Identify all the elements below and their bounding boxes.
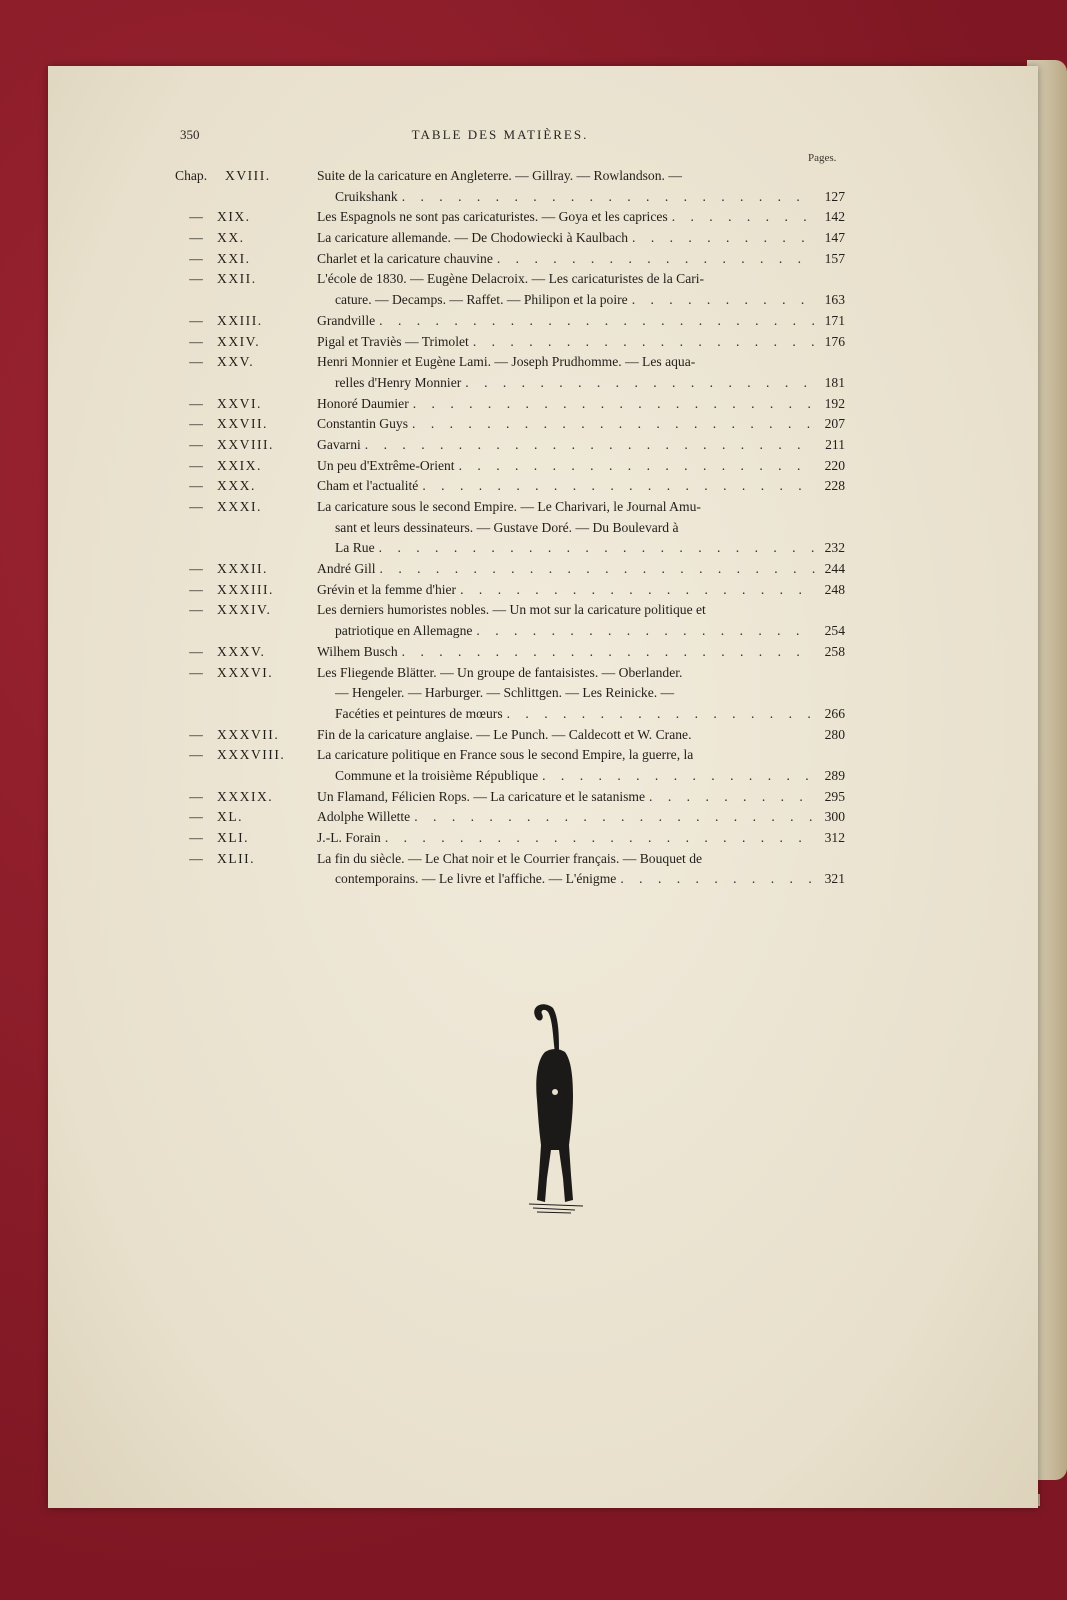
- table-of-contents: [175, 166, 845, 890]
- dot-leader: [379, 311, 815, 332]
- toc-entry: [175, 828, 845, 849]
- dot-leader: [365, 435, 815, 456]
- chapter-roman-numeral: XXVIII.: [217, 436, 274, 452]
- toc-entry: [175, 311, 845, 332]
- toc-entry-line: [175, 869, 845, 890]
- chapter-title-text: Charlet et la caricature chauvine: [317, 250, 493, 266]
- toc-entry-line: [175, 642, 845, 663]
- chapter-title-text: Commune et la troisième République: [335, 767, 539, 783]
- running-header: [180, 127, 820, 151]
- chapter-title-text: relles d'Henry Monnier: [335, 374, 462, 390]
- toc-entry-line: [175, 249, 845, 270]
- chapter-number: [175, 332, 310, 353]
- page-reference: 142: [824, 209, 845, 225]
- chapter-title-text: Les Fliegende Blätter. — Un groupe de fantaisistes. — Oberlander.: [317, 664, 683, 680]
- ditto-dash: —: [189, 830, 203, 845]
- chapter-roman-numeral: XXXIV.: [217, 602, 272, 618]
- chapter-number: [175, 828, 310, 849]
- leader-line: [335, 621, 845, 642]
- toc-entry-line: [175, 807, 845, 828]
- chapter-number: [175, 435, 310, 456]
- chapter-title-text: Grévin et la femme d'hier: [317, 581, 457, 597]
- chapter-roman-numeral: XXX.: [217, 478, 256, 494]
- chap-label: Chap.: [175, 168, 208, 183]
- ditto-dash: —: [189, 726, 203, 742]
- toc-entry-line: [175, 725, 845, 746]
- ditto-dash: —: [189, 209, 203, 225]
- page-reference: 248: [824, 581, 845, 597]
- chapter-number: [175, 228, 310, 249]
- toc-entry-line: [175, 207, 845, 228]
- chapter-title-text: Henri Monnier et Eugène Lami. — Joseph Prudhomme. — Les aqua-: [317, 354, 696, 370]
- leader-line: [335, 869, 845, 890]
- dot-leader: [632, 290, 815, 311]
- chapter-title-text: Cham et l'actualité: [317, 478, 419, 494]
- chapter-roman-numeral: XXXII.: [217, 561, 268, 577]
- chapter-title-text: L'école de 1830. — Eugène Delacroix. — Les caricaturistes de la Cari-: [317, 271, 705, 287]
- page-reference: 207: [824, 416, 845, 432]
- leader-line: [317, 249, 845, 270]
- toc-entry: [175, 497, 845, 559]
- dot-leader: [542, 766, 815, 787]
- page-reference: 181: [824, 374, 845, 390]
- dot-leader: [422, 476, 815, 497]
- toc-entry-line: [175, 311, 845, 332]
- toc-entry: [175, 476, 845, 497]
- ditto-dash: —: [189, 809, 203, 825]
- chapter-number: [175, 352, 310, 373]
- page-reference: 312: [824, 830, 845, 845]
- chapter-roman-numeral: XXXI.: [217, 499, 262, 514]
- toc-entry-line: [175, 166, 845, 187]
- chapter-title-text: Les derniers humoristes nobles. — Un mot sur la caricature politique et: [317, 602, 706, 618]
- toc-entry: [175, 269, 845, 310]
- ditto-dash: —: [189, 230, 203, 246]
- chapter-title-text: sant et leurs dessinateurs. — Gustave Doré. — Du Boulevard à: [335, 519, 679, 535]
- chapter-title-text: Les Espagnols ne sont pas caricaturistes. — Goya et les caprices: [317, 209, 668, 225]
- chapter-roman-numeral: XXVI.: [217, 395, 262, 411]
- ditto-dash: —: [189, 581, 203, 597]
- toc-entry-line: [175, 228, 845, 249]
- chapter-title-text: Facéties et peintures de mœurs: [335, 705, 503, 721]
- leader-line: [317, 725, 845, 746]
- chapter-roman-numeral: XXXIII.: [217, 581, 274, 597]
- leader-line: [317, 580, 845, 601]
- toc-entry: [175, 559, 845, 580]
- toc-entry: [175, 456, 845, 477]
- dot-leader: [412, 414, 815, 435]
- ditto-dash: —: [189, 561, 203, 577]
- page-reference: 171: [824, 312, 845, 328]
- chapter-roman-numeral: XXV.: [217, 354, 255, 370]
- chapter-roman-numeral: XXII.: [217, 271, 257, 287]
- chapter-roman-numeral: XXXVII.: [217, 726, 280, 742]
- chapter-title-text: La caricature allemande. — De Chodowiecki à Kaulbach: [317, 230, 629, 246]
- toc-entry-line: [175, 352, 845, 373]
- cat-illustration: [515, 1000, 595, 1220]
- chapter-number: [175, 166, 310, 187]
- toc-entry: [175, 249, 845, 270]
- chapter-number: [175, 807, 310, 828]
- dot-leader: [380, 559, 815, 580]
- ditto-dash: —: [189, 436, 203, 452]
- dot-leader: [459, 456, 815, 477]
- ditto-dash: —: [189, 333, 203, 349]
- toc-entry-line: [175, 663, 845, 684]
- toc-entry-line: [175, 766, 845, 787]
- leader-line: [335, 373, 845, 394]
- toc-entry-line: [175, 269, 845, 290]
- toc-entry: [175, 166, 845, 207]
- toc-entry: [175, 228, 845, 249]
- chapter-title-text: Cruikshank: [335, 188, 398, 204]
- dot-leader: [507, 704, 815, 725]
- page-title: TABLE DES MATIÈRES.: [411, 127, 589, 142]
- leader-line: [335, 704, 845, 725]
- toc-entry: [175, 745, 845, 786]
- dot-leader: [473, 332, 815, 353]
- leader-line: [335, 766, 845, 787]
- toc-entry-line: [175, 187, 845, 208]
- toc-entry: [175, 435, 845, 456]
- chapter-roman-numeral: XXIII.: [217, 312, 263, 328]
- toc-entry-line: [175, 476, 845, 497]
- chapter-title-text: La caricature sous le second Empire. — Le Charivari, le Journal Amu-: [317, 499, 701, 514]
- chapter-title-text: Constantin Guys: [317, 416, 409, 432]
- chapter-roman-numeral: XXXV.: [217, 643, 266, 659]
- leader-line: [317, 207, 845, 228]
- dot-leader: [460, 580, 815, 601]
- toc-entry-line: [175, 332, 845, 353]
- ditto-dash: —: [189, 312, 203, 328]
- ditto-dash: —: [189, 643, 203, 659]
- page-reference: 244: [824, 561, 845, 577]
- page-reference: 280: [824, 726, 845, 742]
- leader-line: [317, 807, 845, 828]
- dot-leader: [476, 621, 815, 642]
- chapter-number: [175, 311, 310, 332]
- dot-leader: [379, 538, 815, 559]
- toc-entry-line: [175, 414, 845, 435]
- ditto-dash: —: [189, 602, 203, 618]
- toc-entry-line: [175, 518, 845, 539]
- leader-line: [317, 828, 845, 849]
- ditto-dash: —: [189, 457, 203, 473]
- chapter-title-text: — Hengeler. — Harburger. — Schlittgen. — Les Reinicke. —: [335, 685, 675, 701]
- chapter-number: [175, 559, 310, 580]
- ditto-dash: —: [189, 354, 203, 370]
- dot-leader: [402, 187, 815, 208]
- toc-entry: [175, 807, 845, 828]
- chapter-number: [175, 725, 310, 746]
- ditto-dash: —: [189, 395, 203, 411]
- pages-column-label: Pages.: [808, 152, 837, 164]
- page-reference: 254: [824, 623, 845, 639]
- toc-entry-line: [175, 456, 845, 477]
- ditto-dash: —: [189, 499, 203, 514]
- chapter-title-text: Honoré Daumier: [317, 395, 409, 411]
- leader-line: [317, 456, 845, 477]
- toc-entry: [175, 332, 845, 353]
- page-reference: 176: [824, 333, 845, 349]
- chapter-title-text: Pigal et Traviès — Trimolet: [317, 333, 469, 349]
- toc-entry: [175, 849, 845, 890]
- dot-leader: [413, 394, 815, 415]
- dot-leader: [672, 207, 815, 228]
- toc-entry-line: [175, 290, 845, 311]
- toc-entry: [175, 600, 845, 641]
- chapter-roman-numeral: XLI.: [217, 830, 250, 845]
- dot-leader: [497, 249, 815, 270]
- page-reference: 220: [824, 457, 845, 473]
- leader-line: [317, 394, 845, 415]
- ditto-dash: —: [189, 850, 203, 866]
- chapter-number: [175, 745, 310, 766]
- page-reference: 295: [824, 788, 845, 804]
- chapter-title-text: Adolphe Willette: [317, 809, 411, 825]
- toc-entry: [175, 352, 845, 393]
- chapter-title-text: Suite de la caricature en Angleterre. — Gillray. — Rowlandson. —: [317, 168, 682, 183]
- toc-entry-line: [175, 497, 845, 518]
- page-reference: 289: [824, 767, 845, 783]
- leader-line: [335, 187, 845, 208]
- toc-entry-line: [175, 373, 845, 394]
- toc-entry-line: [175, 394, 845, 415]
- chapter-roman-numeral: XXXIX.: [217, 788, 274, 804]
- ditto-dash: —: [189, 416, 203, 432]
- page-reference: 232: [824, 540, 845, 556]
- chapter-title-text: patriotique en Allemagne: [335, 623, 473, 639]
- leader-line: [335, 538, 845, 559]
- toc-entry-line: [175, 559, 845, 580]
- ditto-dash: —: [189, 478, 203, 494]
- chapter-title-text: La caricature politique en France sous le second Empire, la guerre, la: [317, 747, 694, 763]
- ditto-dash: —: [189, 747, 203, 763]
- leader-line: [317, 228, 845, 249]
- leader-line: [317, 787, 845, 808]
- chapter-number: [175, 787, 310, 808]
- page-reference: 192: [824, 395, 845, 411]
- toc-entry-line: [175, 621, 845, 642]
- chapter-number: [175, 476, 310, 497]
- chapter-title-text: Un Flamand, Félicien Rops. — La caricature et le satanisme: [317, 788, 646, 804]
- page-reference: 163: [824, 292, 845, 308]
- dot-leader: [402, 642, 815, 663]
- page-reference: 157: [824, 250, 845, 266]
- chapter-number: [175, 456, 310, 477]
- leader-line: [317, 435, 845, 456]
- toc-entry-line: [175, 828, 845, 849]
- chapter-number: [175, 600, 310, 621]
- chapter-roman-numeral: XXIV.: [217, 333, 261, 349]
- page-reference: 300: [824, 809, 845, 825]
- leader-line: [317, 332, 845, 353]
- chapter-title-text: Grandville: [317, 312, 376, 328]
- toc-entry-line: [175, 849, 845, 870]
- toc-entry: [175, 394, 845, 415]
- chapter-number: [175, 663, 310, 684]
- leader-line: [317, 414, 845, 435]
- page-number: 350: [180, 127, 200, 142]
- chapter-roman-numeral: XXXVI.: [217, 664, 274, 680]
- toc-entry-line: [175, 538, 845, 559]
- page-reference: 258: [824, 643, 845, 659]
- chapter-roman-numeral: XL.: [217, 809, 244, 825]
- chapter-roman-numeral: XXVII.: [217, 416, 268, 432]
- toc-entry: [175, 787, 845, 808]
- page-reference: 266: [824, 705, 845, 721]
- ditto-dash: —: [189, 271, 203, 287]
- chapter-number: [175, 849, 310, 870]
- chapter-number: [175, 497, 310, 518]
- toc-entry-line: [175, 580, 845, 601]
- toc-entry: [175, 663, 845, 725]
- chapter-number: [175, 394, 310, 415]
- dot-leader: [632, 228, 815, 249]
- leader-line: [317, 559, 845, 580]
- chapter-title-text: La Rue: [335, 540, 375, 556]
- dot-leader: [414, 807, 815, 828]
- ditto-dash: —: [189, 788, 203, 804]
- toc-entry: [175, 207, 845, 228]
- toc-entry: [175, 642, 845, 663]
- chapter-title-text: Fin de la caricature anglaise. — Le Punch. — Caldecott et W. Crane.: [317, 726, 692, 742]
- toc-entry: [175, 580, 845, 601]
- toc-entry-line: [175, 600, 845, 621]
- toc-entry: [175, 414, 845, 435]
- chapter-number: [175, 642, 310, 663]
- chapter-number: [175, 269, 310, 290]
- leader-line: [317, 642, 845, 663]
- chapter-number: [175, 249, 310, 270]
- dot-leader: [465, 373, 815, 394]
- toc-entry-line: [175, 683, 845, 704]
- leader-line: [317, 311, 845, 332]
- toc-entry-line: [175, 745, 845, 766]
- page-reference: 228: [824, 478, 845, 494]
- chapter-roman-numeral: XLII.: [217, 850, 256, 866]
- dot-leader: [620, 869, 815, 890]
- toc-entry-line: [175, 435, 845, 456]
- chapter-number: [175, 414, 310, 435]
- dot-leader: [385, 828, 815, 849]
- leader-line: [317, 476, 845, 497]
- chapter-title-text: J.-L. Forain: [317, 830, 381, 845]
- chapter-title-text: Gavarni: [317, 436, 361, 452]
- chapter-title-text: La fin du siècle. — Le Chat noir et le Courrier français. — Bouquet de: [317, 850, 703, 866]
- chapter-number: [175, 207, 310, 228]
- dot-leader: [649, 787, 815, 808]
- chapter-number: [175, 580, 310, 601]
- page-reference: 211: [825, 436, 845, 452]
- chapter-title-text: cature. — Decamps. — Raffet. — Philipon et la poire: [335, 292, 628, 308]
- chapter-roman-numeral: XX.: [217, 230, 245, 246]
- ditto-dash: —: [189, 664, 203, 680]
- page-reference: 321: [824, 871, 845, 887]
- chapter-title-text: André Gill: [317, 561, 376, 577]
- toc-entry-line: [175, 787, 845, 808]
- chapter-roman-numeral: XIX.: [217, 209, 251, 225]
- page-reference: 147: [824, 230, 845, 246]
- toc-entry-line: [175, 704, 845, 725]
- ditto-dash: —: [189, 250, 203, 266]
- page-reference: 127: [824, 188, 845, 204]
- toc-entry: [175, 725, 845, 746]
- leader-line: [335, 290, 845, 311]
- chapter-roman-numeral: XXIX.: [217, 457, 262, 473]
- chapter-roman-numeral: XVIII.: [225, 168, 271, 183]
- chapter-roman-numeral: XXI.: [217, 250, 251, 266]
- chapter-roman-numeral: XXXVIII.: [217, 747, 286, 763]
- chapter-title-text: Wilhem Busch: [317, 643, 398, 659]
- chapter-title-text: Un peu d'Extrême-Orient: [317, 457, 455, 473]
- chapter-title-text: contemporains. — Le livre et l'affiche. — L'énigme: [335, 871, 617, 887]
